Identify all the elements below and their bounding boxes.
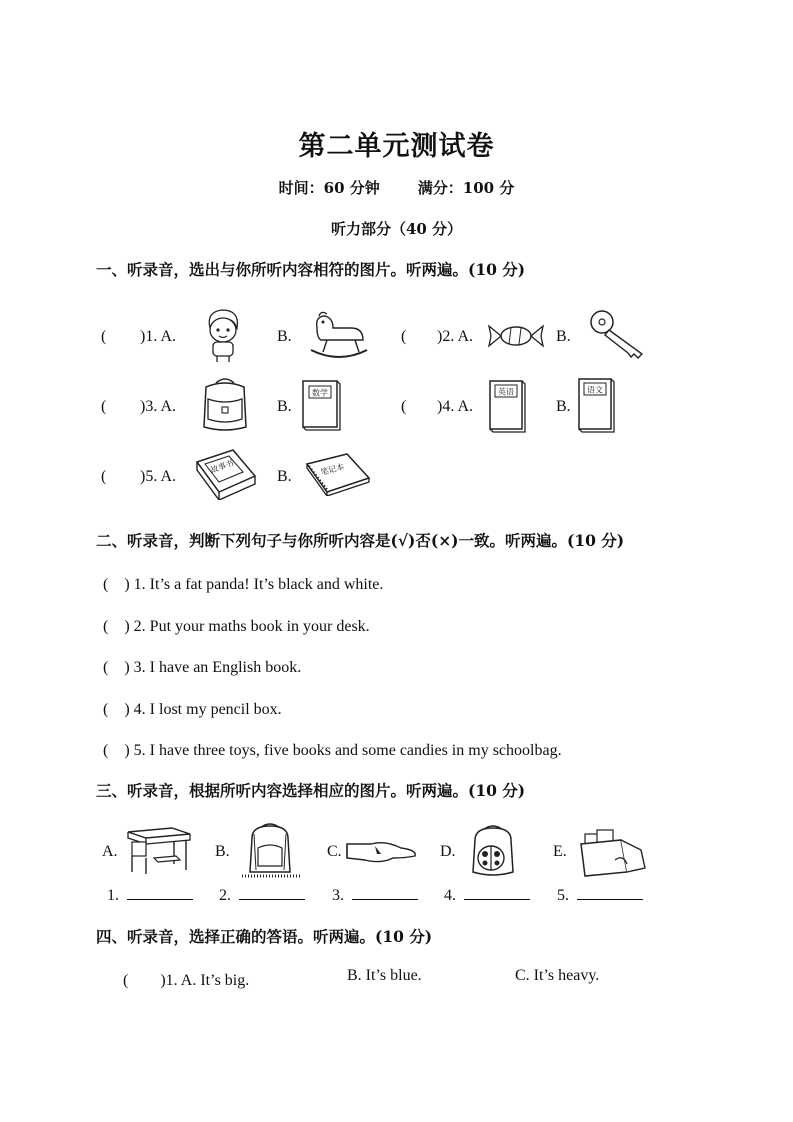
- s1-q3-label-b: B.: [277, 398, 292, 415]
- s1-q1-label-a: )1. A.: [140, 328, 176, 345]
- s3-option-e-label: E.: [553, 843, 567, 860]
- s1-q1-label-b: B.: [277, 328, 292, 345]
- s2-item-5: ( ) 5. I have three toys, five books and some candies in my schoolbag.: [103, 742, 562, 759]
- s3-option-a-label: A.: [102, 843, 118, 860]
- rocking-horse-icon: [307, 310, 371, 368]
- books-bag-icon: [575, 824, 649, 884]
- part-heading: 听力部分（40 分）: [330, 220, 463, 238]
- s3-blank-5[interactable]: 5.: [557, 887, 643, 905]
- candy-icon: [487, 322, 545, 354]
- time-limit: 时间：60 分钟: [278, 179, 380, 197]
- book-icon: [487, 378, 529, 438]
- desk-icon: [124, 824, 194, 880]
- notebook-icon: [303, 450, 371, 500]
- s2-item-2: ( ) 2. Put your maths book in your desk.: [103, 618, 370, 635]
- book-cover-label: 笔记本: [319, 462, 346, 478]
- section1-heading: 一、听录音，选出与你所听内容相符的图片。听两遍。(10 分): [96, 260, 526, 279]
- section2-heading: 二、听录音，判断下列句子与你所听内容是(√)否(×)一致。听两遍。(10 分): [96, 531, 625, 550]
- section3-heading: 三、听录音，根据所听内容选择相应的图片。听两遍。(10 分): [96, 781, 526, 800]
- s4-q1-option-b: B. It’s blue.: [347, 967, 422, 984]
- s4-q1: ( )1. A. It’s big.: [123, 972, 250, 989]
- schoolbag-icon: [198, 375, 252, 437]
- book-icon: [576, 376, 618, 438]
- s1-q5-paren-open: (: [101, 468, 107, 485]
- ladybug-bag-icon: [467, 822, 519, 884]
- s3-blank-4[interactable]: 4.: [444, 887, 530, 905]
- hand-icon: [345, 836, 419, 870]
- s2-item-1: ( ) 1. It’s a fat panda! It’s black and white.: [103, 576, 384, 593]
- s3-blank-2[interactable]: 2.: [219, 887, 305, 905]
- s2-item-3: ( ) 3. I have an English book.: [103, 659, 302, 676]
- book-icon: [300, 378, 342, 436]
- s1-q5-label-b: B.: [277, 468, 292, 485]
- boy-icon: [200, 306, 246, 368]
- s1-q5-label-a: )5. A.: [140, 468, 176, 485]
- s1-q4-paren-open: (: [401, 398, 407, 415]
- s4-q1-option-c: C. It’s heavy.: [515, 967, 600, 984]
- s1-q2-label-a: )2. A.: [437, 328, 473, 345]
- s2-item-4: ( ) 4. I lost my pencil box.: [103, 701, 282, 718]
- s1-q2-paren-open: (: [401, 328, 407, 345]
- s1-q2-label-b: B.: [556, 328, 571, 345]
- s3-option-d-label: D.: [440, 843, 456, 860]
- book-cover-label: 数学: [312, 388, 328, 398]
- s1-q3-paren-open: (: [101, 398, 107, 415]
- book-cover-label: 故事书: [209, 458, 235, 475]
- backpack-icon: [240, 820, 304, 884]
- s3-blank-1[interactable]: 1.: [107, 887, 193, 905]
- s1-q4-label-b: B.: [556, 398, 571, 415]
- s3-option-c-label: C.: [327, 843, 342, 860]
- section4-heading: 四、听录音，选择正确的答语。听两遍。(10 分): [96, 927, 433, 946]
- storybook-icon: [193, 446, 259, 504]
- full-score: 满分：100 分: [417, 179, 515, 197]
- s1-q4-label-a: )4. A.: [437, 398, 473, 415]
- s1-q3-label-a: )3. A.: [140, 398, 176, 415]
- book-cover-label: 语文: [587, 385, 603, 395]
- key-icon: [588, 308, 648, 366]
- s1-q1-paren-open: (: [101, 328, 107, 345]
- s3-blank-3[interactable]: 3.: [332, 887, 418, 905]
- page-title: 第二单元测试卷: [298, 131, 495, 162]
- book-cover-label: 英语: [498, 387, 514, 397]
- exam-info: [0, 177, 793, 198]
- s3-option-b-label: B.: [215, 843, 230, 860]
